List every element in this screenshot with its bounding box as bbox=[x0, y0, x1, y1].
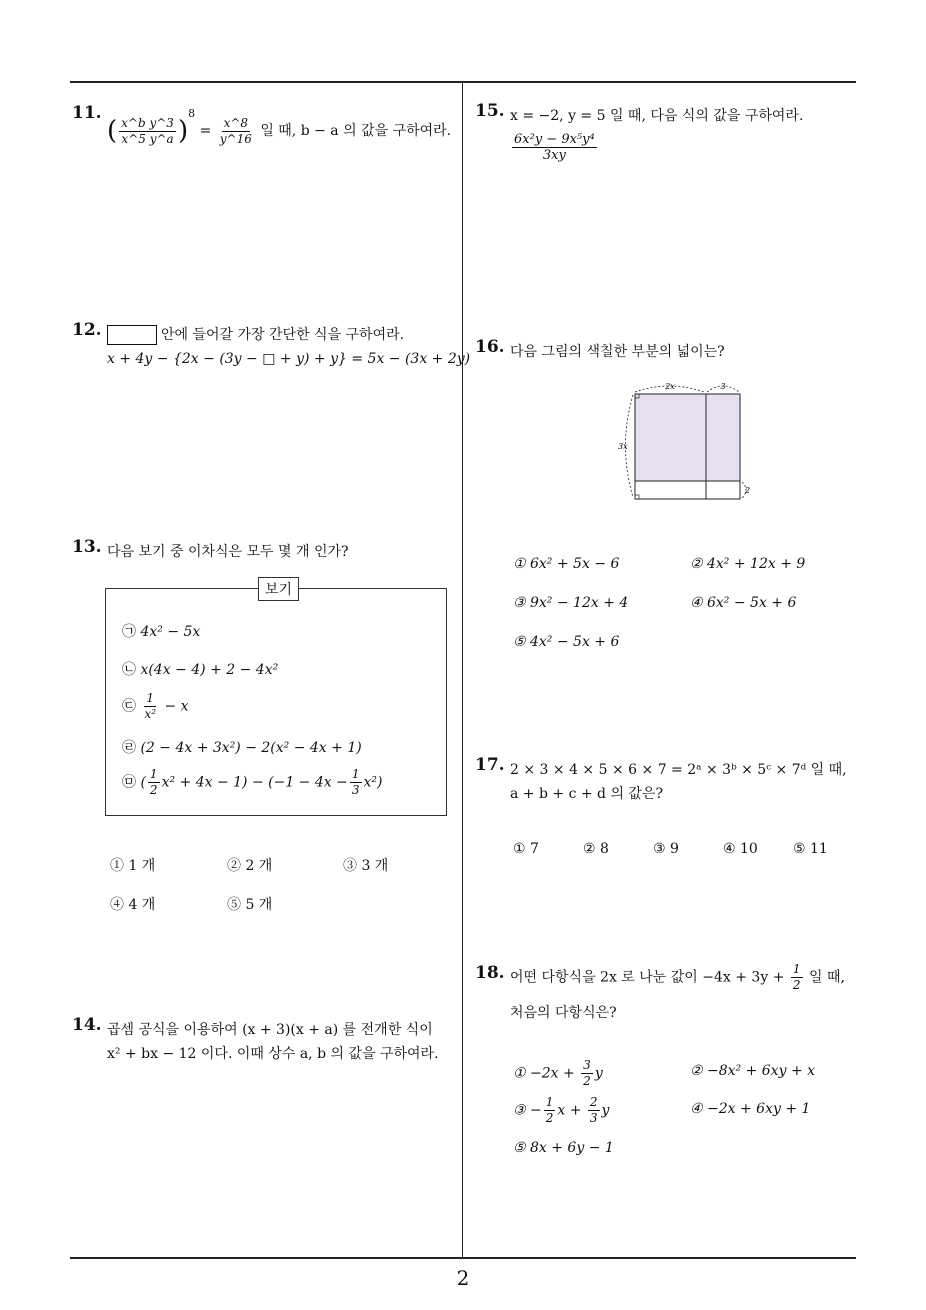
question-number: 18. bbox=[475, 963, 505, 983]
column-divider bbox=[462, 83, 463, 1257]
bogi-item: ㉤ ( $\frac{1}{2}$ x² + 4x − 1) − (−1 − 4x − $\frac{1}{3}$ x²) bbox=[122, 767, 383, 797]
question-text: x² + bx − 12 이다. 이때 상수 a, b 의 값을 구하여라. bbox=[107, 1046, 439, 1062]
label-3: 3 bbox=[720, 382, 726, 391]
area-figure bbox=[616, 378, 756, 507]
choice-1[interactable]: ① −2x + $\frac{3}{2}$ y bbox=[513, 1058, 603, 1088]
question-number: 12. bbox=[72, 320, 102, 340]
exponent: 8 bbox=[188, 107, 196, 120]
label-2x: 2x bbox=[665, 382, 675, 391]
question-text: x = −2, y = 5 일 때, 다음 식의 값을 구하여라. bbox=[510, 108, 804, 124]
fraction-numerator: 6x²y − 9x⁵y⁴ bbox=[514, 132, 595, 147]
question-body: 어떤 다항식을 2x 로 나눈 값이 −4x + 3y + $\frac{1}{2}$ 일 때, 처음의 다항식은? bbox=[510, 962, 845, 1025]
choice-4[interactable]: ④ 4 개 bbox=[110, 897, 156, 913]
choice-1[interactable]: ① 6x² + 5x − 6 bbox=[513, 556, 620, 572]
question-text: 곱셈 공식을 이용하여 (x + 3)(x + a) 를 전개한 식이 bbox=[107, 1022, 433, 1038]
bogi-title: 보기 bbox=[258, 577, 299, 601]
choice-3[interactable]: ③ − $\frac{1}{2}$ x + $\frac{2}{3}$ y bbox=[513, 1095, 610, 1125]
question-body bbox=[107, 1018, 439, 1066]
question-number: 15. bbox=[475, 101, 505, 121]
question-body bbox=[510, 104, 803, 163]
question-text: 처음의 다항식은? bbox=[510, 1005, 617, 1021]
choice-5[interactable]: ⑤ 4x² − 5x + 6 bbox=[513, 634, 620, 650]
label-3x: 3x bbox=[618, 442, 628, 451]
rhs-denominator: y^16 bbox=[219, 131, 252, 146]
blank-box bbox=[107, 325, 157, 345]
question-text: 다음 보기 중 이차식은 모두 몇 개 인가? bbox=[107, 544, 349, 560]
choice-2[interactable]: ② 4x² + 12x + 9 bbox=[690, 556, 806, 572]
question-number: 14. bbox=[72, 1015, 102, 1035]
equation: x + 4y − {2x − (3y − □ + y) + y} = 5x − (3x + 2y) bbox=[107, 351, 471, 367]
choice-3[interactable]: ③ 9 bbox=[653, 841, 679, 857]
choice-5[interactable]: ⑤ 11 bbox=[793, 841, 828, 857]
choice-2[interactable]: ② −8x² + 6xy + x bbox=[690, 1063, 816, 1079]
question-text: 다음 그림의 색칠한 부분의 넓이는? bbox=[510, 344, 725, 360]
lhs-numerator: x^b y^3 bbox=[121, 115, 174, 130]
question-text: 일 때, b − a 의 값을 구하여라. bbox=[260, 123, 452, 139]
question-number: 16. bbox=[475, 337, 505, 357]
choice-3[interactable]: ③ 9x² − 12x + 4 bbox=[513, 595, 629, 611]
question-number: 11. bbox=[72, 103, 102, 123]
question-text: 어떤 다항식을 2x 로 나눈 값이 −4x + 3y + bbox=[510, 969, 785, 986]
equals-sign: = bbox=[199, 123, 212, 139]
header-rule bbox=[70, 81, 856, 83]
question-text: a + b + c + d 의 값은? bbox=[510, 786, 663, 802]
question-text: 일 때, bbox=[808, 969, 845, 986]
bogi-box bbox=[105, 582, 447, 816]
page-number: 2 bbox=[456, 1266, 470, 1290]
question-text: 안에 들어갈 가장 간단한 식을 구하여라. bbox=[161, 327, 405, 343]
choice-5[interactable]: ⑤ 5 개 bbox=[227, 897, 273, 913]
question-body bbox=[510, 340, 725, 364]
bogi-item: ㉠ 4x² − 5x bbox=[122, 624, 201, 640]
question-body bbox=[107, 540, 349, 564]
rhs-numerator: x^8 bbox=[223, 115, 249, 130]
question-number: 13. bbox=[72, 537, 102, 557]
bogi-item: ㉡ x(4x − 4) + 2 − 4x² bbox=[122, 662, 279, 678]
choice-1[interactable]: ① 1 개 bbox=[110, 858, 156, 874]
choice-2[interactable]: ② 2 개 bbox=[227, 858, 273, 874]
bogi-item: ㉢ $\frac{1}{\text{x²}}$ − x bbox=[122, 691, 189, 721]
label-2: 2 bbox=[745, 486, 751, 495]
question-number: 17. bbox=[475, 755, 505, 775]
choice-4[interactable]: ④ −2x + 6xy + 1 bbox=[690, 1101, 811, 1117]
choice-4[interactable]: ④ 6x² − 5x + 6 bbox=[690, 595, 797, 611]
lhs-denominator: x^5 y^a bbox=[121, 131, 174, 146]
fraction-denominator: 3xy bbox=[542, 148, 566, 163]
bogi-item: ㉣ (2 − 4x + 3x²) − 2(x² − 4x + 1) bbox=[122, 740, 362, 756]
question-body: ( $\frac{\text{x\textasciicircum{}b y\textasciicircum{}3}}{x\^{}5 y\^{}a}$ )$^8$ = $\frac{x\^{}8}{y\^{}16}$ 일 때, b − a 의 값을 구하여라. bbox=[107, 107, 452, 146]
footer-rule bbox=[70, 1257, 856, 1259]
question-body bbox=[510, 758, 847, 806]
question-body bbox=[107, 323, 470, 371]
choice-1[interactable]: ① 7 bbox=[513, 841, 539, 857]
choice-4[interactable]: ④ 10 bbox=[723, 841, 758, 857]
choice-3[interactable]: ③ 3 개 bbox=[343, 858, 389, 874]
question-text: 2 × 3 × 4 × 5 × 6 × 7 = 2ᵃ × 3ᵇ × 5ᶜ × 7ᵈ 일 때, bbox=[510, 762, 847, 778]
choice-5[interactable]: ⑤ 8x + 6y − 1 bbox=[513, 1140, 614, 1156]
choice-2[interactable]: ② 8 bbox=[583, 841, 609, 857]
rectangle-diagram bbox=[616, 378, 756, 503]
shaded-region bbox=[635, 394, 740, 481]
right-angle-mark bbox=[635, 495, 639, 499]
